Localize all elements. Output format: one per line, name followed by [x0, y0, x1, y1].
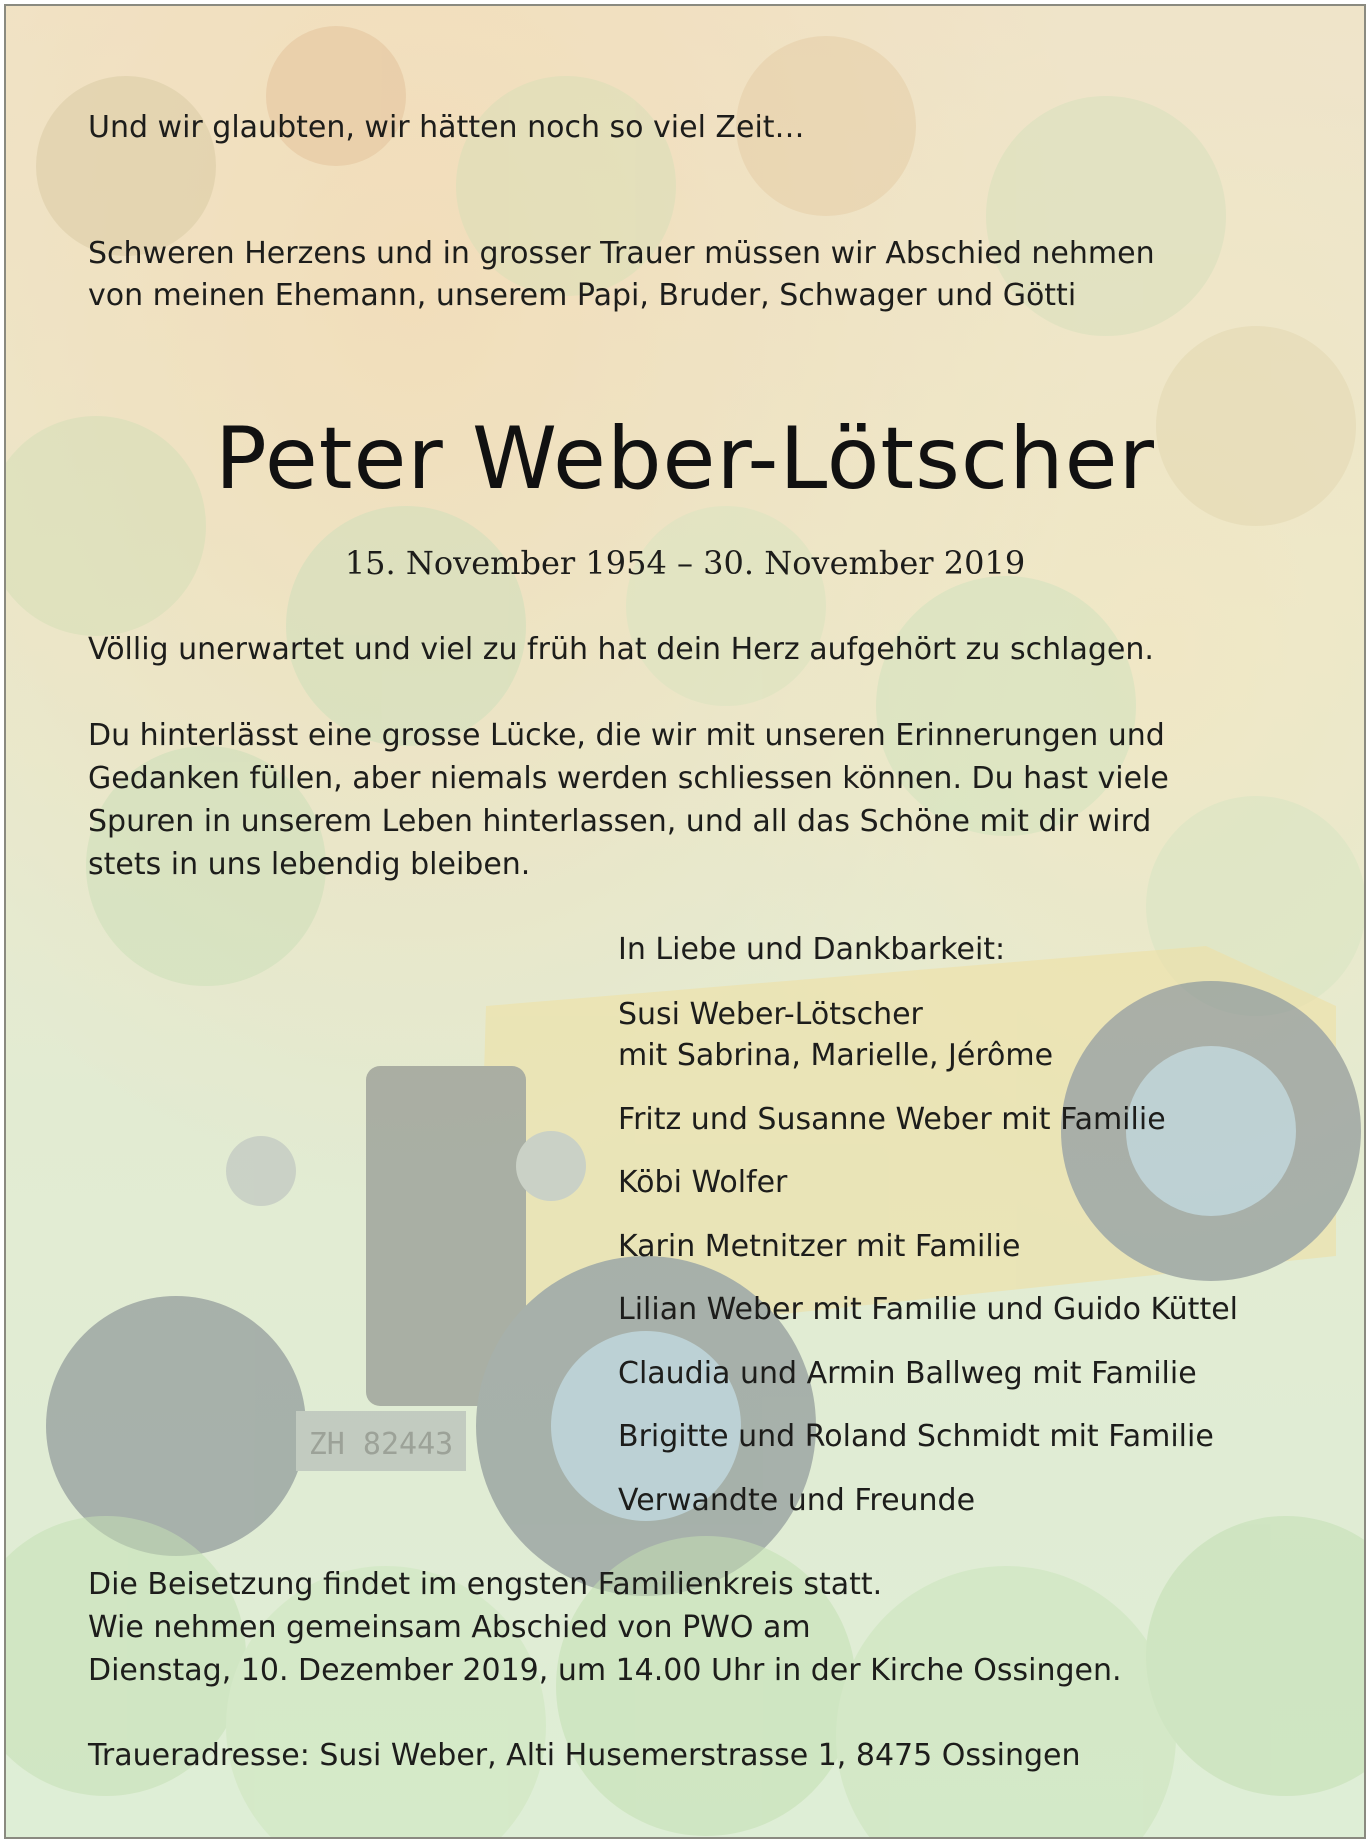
mourning-address: Traueradresse: Susi Weber, Alti Husemerstrasse 1, 8475 Ossingen	[88, 1738, 1081, 1773]
paragraph-line: Gedanken füllen, aber niemals werden schliessen können. Du hast viele	[88, 761, 1169, 796]
life-dates: 15. November 1954 – 30. November 2019	[344, 544, 1026, 582]
mourner-name: Köbi Wolfer	[618, 1165, 788, 1200]
funeral-line: Dienstag, 10. Dezember 2019, um 14.00 Uhr in der Kirche Ossingen.	[88, 1653, 1122, 1688]
funeral-line: Wie nehmen gemeinsam Abschied von PWO am	[88, 1610, 811, 1645]
intro-line: von meinen Ehemann, unserem Papi, Bruder, Schwager und Götti	[88, 278, 1077, 313]
mourner-name: Brigitte und Roland Schmidt mit Familie	[618, 1419, 1214, 1454]
deceased-name: Peter Weber-Lötscher	[215, 409, 1155, 509]
paragraph-line: stets in uns lebendig bleiben.	[88, 847, 531, 882]
signoff: In Liebe und Dankbarkeit:	[618, 932, 1006, 967]
intro-line: Schweren Herzens und in grosser Trauer müssen wir Abschied nehmen	[88, 236, 1155, 271]
mourner-name: Susi Weber-Lötscher	[618, 997, 923, 1032]
mourner-name: Fritz und Susanne Weber mit Familie	[618, 1102, 1166, 1137]
mourner-name: Karin Metnitzer mit Familie	[618, 1229, 1021, 1264]
paragraph-line: Du hinterlässt eine grosse Lücke, die wir mit unseren Erinnerungen und	[88, 718, 1165, 753]
mourner-name: Claudia und Armin Ballweg mit Familie	[618, 1356, 1197, 1391]
statement: Völlig unerwartet und viel zu früh hat dein Herz aufgehört zu schlagen.	[88, 632, 1154, 667]
mourner-name: mit Sabrina, Marielle, Jérôme	[618, 1038, 1054, 1073]
paragraph-line: Spuren in unserem Leben hinterlassen, und all das Schöne mit dir wird	[88, 804, 1152, 839]
mourner-name: Lilian Weber mit Familie und Guido Küttel	[618, 1292, 1238, 1327]
motto: Und wir glaubten, wir hätten noch so viel Zeit…	[88, 110, 805, 145]
license-plate: ZH 82443	[308, 1427, 454, 1462]
notice-frame	[4, 4, 1366, 1839]
funeral-line: Die Beisetzung findet im engsten Familienkreis statt.	[88, 1567, 883, 1602]
mourner-name: Verwandte und Freunde	[618, 1483, 976, 1518]
